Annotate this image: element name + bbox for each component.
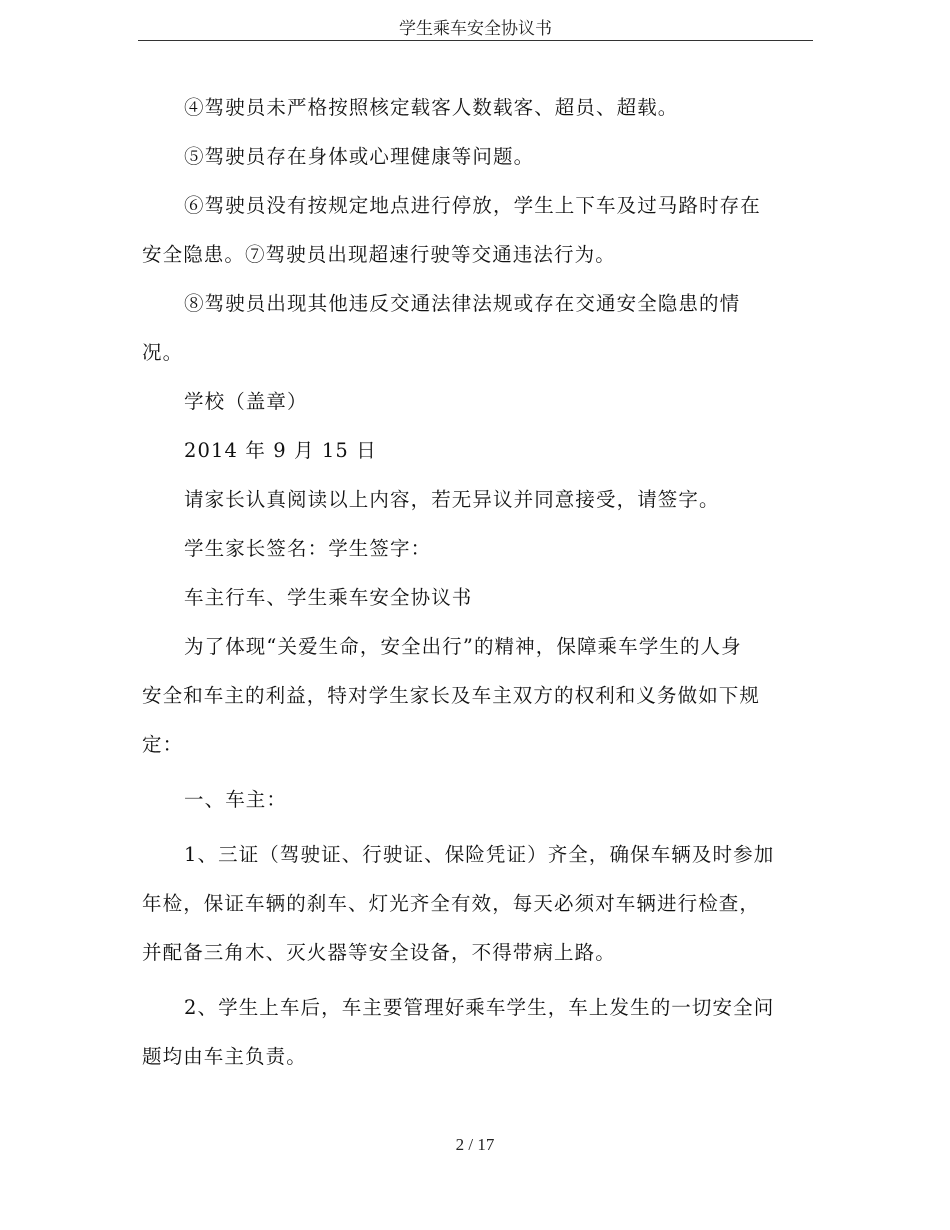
- body-line: ⑧驾驶员出现其他违反交通法律法规或存在交通安全隐患的情: [184, 292, 741, 315]
- signature-line: 学生家长签名：学生签字：: [184, 537, 432, 560]
- body-line: ④驾驶员未严格按照核定载客人数载客、超员、超载。: [184, 96, 679, 119]
- body-line: 况。: [142, 341, 184, 364]
- header-rule: [138, 40, 813, 41]
- date-line: 2014 年 9 月 15 日: [184, 439, 377, 462]
- body-line: ⑥驾驶员没有按规定地点进行停放，学生上下车及过马路时存在: [184, 194, 761, 217]
- body-line: 题均由车主负责。: [142, 1045, 307, 1068]
- school-seal-line: 学校（盖章）: [184, 390, 308, 413]
- running-header: 学生乘车安全协议书: [399, 19, 552, 39]
- body-line: 1、三证（驾驶证、行驶证、保险凭证）齐全，确保车辆及时参加: [184, 843, 775, 866]
- body-line: 安全和车主的利益，特对学生家长及车主双方的权利和义务做如下规: [142, 684, 761, 707]
- body-line: 请家长认真阅读以上内容，若无异议并同意接受，请签字。: [184, 488, 720, 511]
- document-body: [142, 83, 807, 1081]
- section-title: 车主行车、学生乘车安全协议书: [184, 586, 473, 609]
- body-line: 安全隐患。⑦驾驶员出现超速行驶等交通违法行为。: [142, 243, 616, 266]
- body-line: ⑤驾驶员存在身体或心理健康等问题。: [184, 145, 535, 168]
- body-line: 为了体现“关爱生命，安全出行”的精神，保障乘车学生的人身: [184, 635, 742, 658]
- clause-heading: 一、车主：: [184, 788, 288, 811]
- body-line: 年检，保证车辆的刹车、灯光齐全有效，每天必须对车辆进行检查，: [142, 892, 761, 915]
- page-number: 2 / 17: [455, 1135, 495, 1154]
- body-line: 定：: [142, 733, 184, 756]
- body-line: 并配备三角木、灭火器等安全设备，不得带病上路。: [142, 941, 616, 964]
- body-line: 2、学生上车后，车主要管理好乘车学生，车上发生的一切安全问: [184, 996, 775, 1019]
